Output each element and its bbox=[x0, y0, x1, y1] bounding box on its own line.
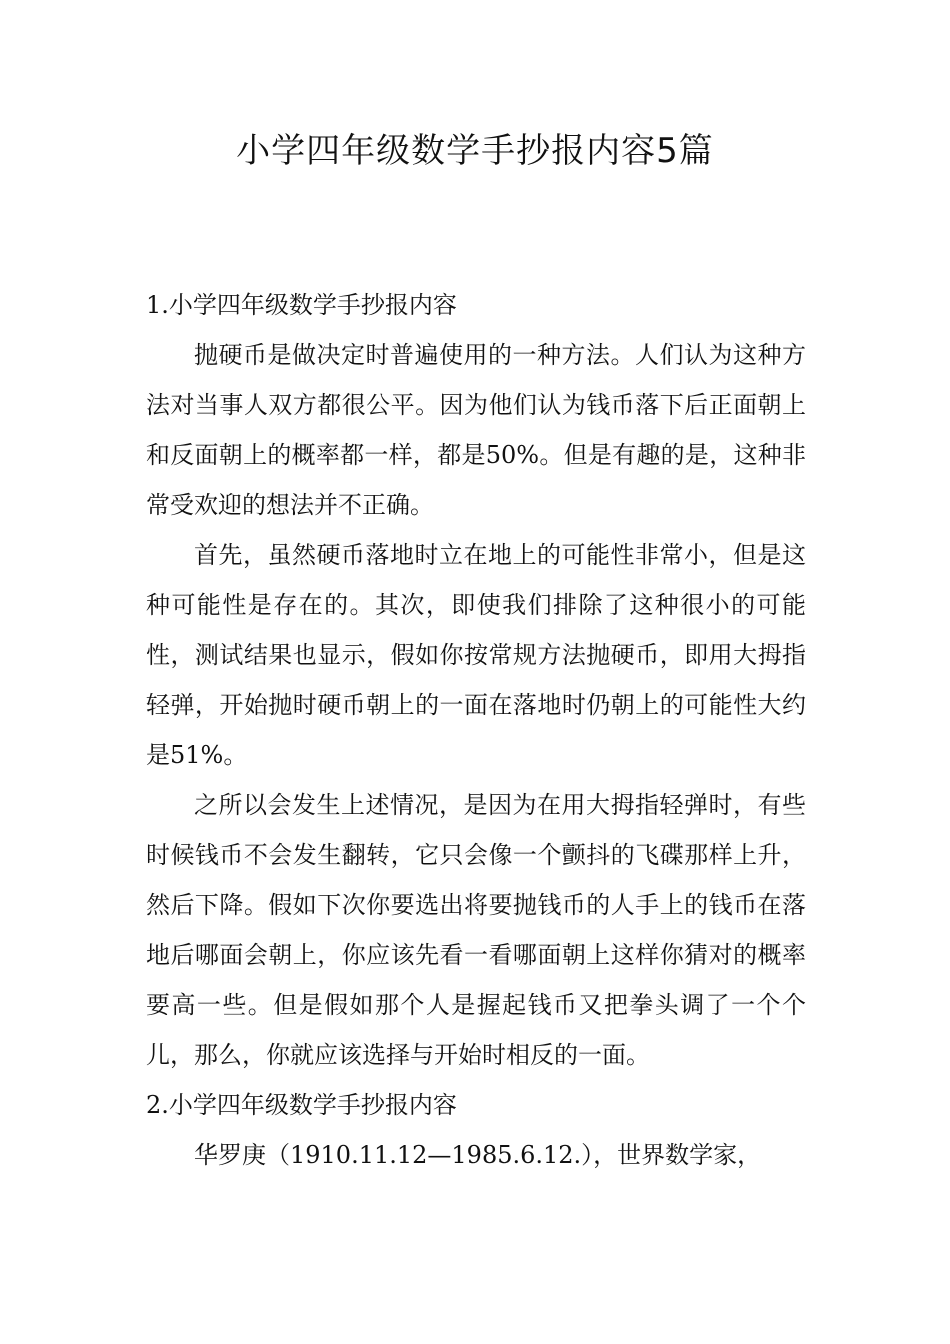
paragraph: 华罗庚（1910.11.12—1985.6.12.），世界数学家， bbox=[194, 1141, 762, 1169]
paragraph: 抛硬币是做决定时普遍使用的一种方法。人们认为这种方法对当事人双方都很公平。因为他们认为钱币落下后正面朝上和反面朝上的概率都一样，都是50%。但是有趣的是，这种非常受欢迎的想法并不正确。 bbox=[146, 341, 806, 519]
paragraph: 首先，虽然硬币落地时立在地上的可能性非常小，但是这种可能性是存在的。其次，即使我们排除了这种很小的可能性，测试结果也显示，假如你按常规方法抛硬币，即用大拇指轻弹，开始抛时硬币朝上的一面在落地时仍朝上的可能性大约是51%。 bbox=[146, 541, 806, 769]
section-heading: 2.小学四年级数学手抄报内容 bbox=[146, 1091, 457, 1119]
section-2 bbox=[146, 1080, 806, 1180]
paragraph: 之所以会发生上述情况，是因为在用大拇指轻弹时，有些时候钱币不会发生翻转，它只会像一个颤抖的飞碟那样上升，然后下降。假如下次你要选出将要抛钱币的人手上的钱币在落地后哪面会朝上，你应该先看一看哪面朝上这样你猜对的概率要高一些。但是假如那个人是握起钱币又把拳头调了一个个儿，那么，你就应该选择与开始时相反的一面。 bbox=[146, 791, 806, 1069]
document-body bbox=[146, 280, 806, 1180]
section-heading: 1.小学四年级数学手抄报内容 bbox=[146, 291, 457, 319]
document-title: 小学四年级数学手抄报内容5篇 bbox=[236, 131, 714, 171]
section-1 bbox=[146, 280, 806, 1080]
